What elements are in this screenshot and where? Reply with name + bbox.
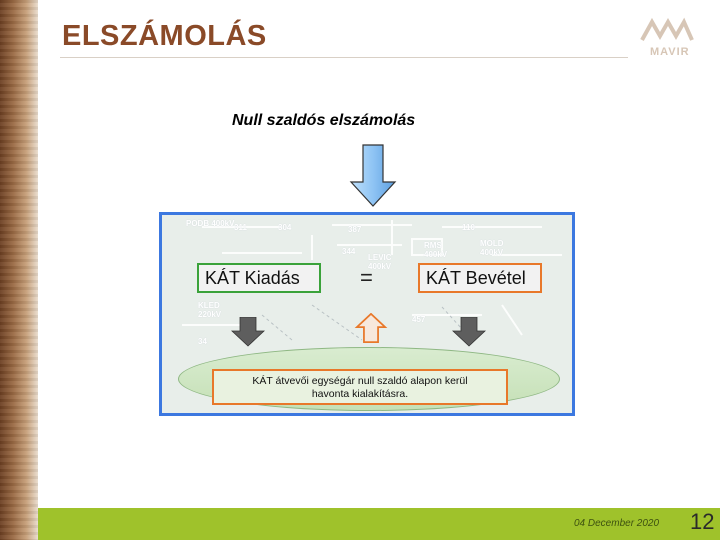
bg-label: 344 xyxy=(342,247,356,256)
bg-label: KLED 220kV xyxy=(198,301,222,319)
gray-down-arrow-icon xyxy=(231,317,265,347)
result-text-line2: havonta kialakításra. xyxy=(311,388,409,400)
bg-label: 34 xyxy=(198,337,207,346)
bg-label: 311 xyxy=(234,223,247,232)
kat-kiadas-box: KÁT Kiadás xyxy=(197,263,321,293)
bg-label: RMS 400kV xyxy=(424,241,448,259)
equals-sign: = xyxy=(360,265,373,290)
gray-down-arrow-icon xyxy=(452,317,486,347)
bg-label: LEVIC 400kV xyxy=(368,253,392,271)
logo-text: MAVIR xyxy=(650,46,690,58)
bg-label: MOLD 400kV xyxy=(480,239,504,257)
blue-down-arrow-icon xyxy=(349,144,397,208)
orange-up-arrow-icon xyxy=(354,313,388,343)
bg-label: 304 xyxy=(278,223,292,232)
bg-label: 457 xyxy=(412,315,426,324)
result-text-line1: KÁT átvevői egységár null szaldó alapon kerül xyxy=(252,375,468,387)
kat-bevetel-box: KÁT Bevétel xyxy=(418,263,542,293)
page-number: 12 xyxy=(690,509,715,534)
footer-date: 04 December 2020 xyxy=(574,518,660,529)
bg-label: 110 xyxy=(462,223,475,232)
settlement-diagram xyxy=(159,212,575,416)
decorative-left-strip xyxy=(0,0,38,540)
bg-label: 387 xyxy=(348,225,362,234)
slide-title: ELSZÁMOLÁS xyxy=(62,20,267,52)
result-text-box xyxy=(212,369,508,405)
title-divider xyxy=(60,57,628,58)
bg-label: PODB 400kV xyxy=(186,219,235,228)
slide-subtitle: Null szaldós elszámolás xyxy=(232,112,416,129)
